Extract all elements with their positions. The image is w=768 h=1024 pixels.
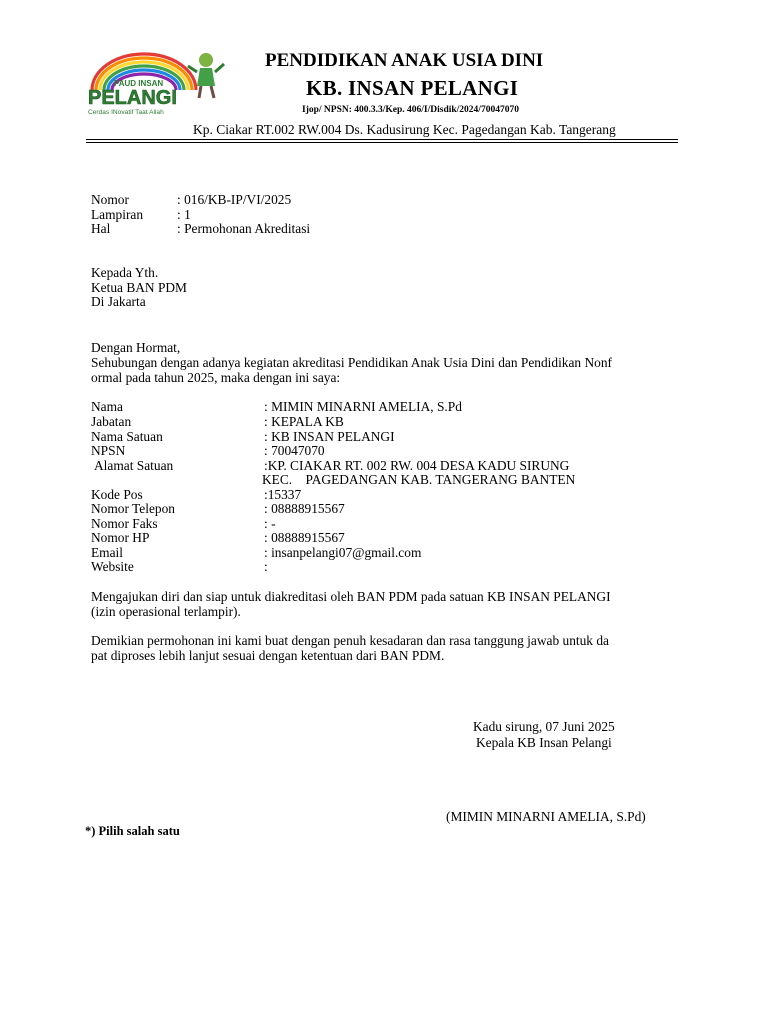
- field-value-email: : insanpelangi07@gmail.com: [264, 545, 422, 560]
- field-value-alamat-cont: KEC. PAGEDANGAN KAB. TANGERANG BANTEN: [262, 472, 576, 487]
- field-label-alamat: Alamat Satuan: [94, 458, 174, 473]
- field-value-nama: : MIMIN MINARNI AMELIA, S.Pd: [264, 399, 462, 414]
- signature-position: Kepala KB Insan Pelangi: [476, 735, 612, 750]
- field-value-alamat: :KP. CIAKAR RT. 002 RW. 004 DESA KADU SIRUNG: [264, 458, 570, 473]
- paragraph2-line-1: Demikian permohonan ini kami buat dengan penuh kesadaran dan rasa tanggung jawab untuk da: [91, 633, 609, 648]
- field-label-npsn: NPSN: [91, 443, 126, 458]
- field-label-kode-pos: Kode Pos: [91, 487, 143, 502]
- field-value-kode-pos: :15337: [264, 487, 302, 502]
- signature-place-date: Kadu sirung, 07 Juni 2025: [473, 719, 615, 734]
- paragraph1-line-2: (izin operasional terlampir).: [91, 604, 241, 619]
- field-value-faks: : -: [264, 516, 276, 531]
- field-value-hp: : 08888915567: [264, 530, 345, 545]
- recipient-line-1: Kepada Yth.: [91, 265, 159, 280]
- field-label-website: Website: [91, 559, 134, 574]
- field-label-nama: Nama: [91, 399, 123, 414]
- recipient-line-3: Di Jakarta: [91, 294, 146, 309]
- meta-value-lampiran: : 1: [177, 207, 191, 222]
- header-divider-top: [86, 139, 678, 140]
- opening-line-2: ormal pada tahun 2025, maka dengan ini saya:: [91, 370, 341, 385]
- header-institution-name: KB. INSAN PELANGI: [306, 76, 519, 100]
- field-label-faks: Nomor Faks: [91, 516, 158, 531]
- field-value-telepon: : 08888915567: [264, 501, 345, 516]
- recipient-line-2: Ketua BAN PDM: [91, 280, 187, 295]
- field-value-nama-satuan: : KB INSAN PELANGI: [264, 429, 395, 444]
- field-value-jabatan: : KEPALA KB: [264, 414, 344, 429]
- field-value-npsn: : 70047070: [264, 443, 325, 458]
- field-label-jabatan: Jabatan: [91, 414, 132, 429]
- logo-top-text: PAUD INSAN: [114, 79, 164, 88]
- paragraph1-line-1: Mengajukan diri dan siap untuk diakreditasi oleh BAN PDM pada satuan KB INSAN PELANGI: [91, 589, 611, 604]
- header-address: Kp. Ciakar RT.002 RW.004 Ds. Kadusirung Kec. Pagedangan Kab. Tangerang: [193, 122, 616, 137]
- school-logo: [84, 46, 234, 118]
- logo-name: PELANGI: [88, 87, 177, 109]
- field-label-nama-satuan: Nama Satuan: [91, 429, 163, 444]
- meta-label-nomor: Nomor: [91, 192, 129, 207]
- greeting: Dengan Hormat,: [91, 340, 181, 355]
- meta-label-lampiran: Lampiran: [91, 207, 144, 222]
- header-permit: Ijop/ NPSN: 400.3.3/Kep. 406/I/Disdik/2024/70047070: [302, 105, 519, 115]
- opening-line-1: Sehubungan dengan adanya kegiatan akreditasi Pendidikan Anak Usia Dini dan Pendidikan Nonf: [91, 355, 612, 370]
- meta-value-hal: : Permohonan Akreditasi: [177, 221, 311, 236]
- field-label-telepon: Nomor Telepon: [91, 501, 175, 516]
- field-label-email: Email: [91, 545, 123, 560]
- field-value-website: :: [264, 559, 268, 574]
- meta-value-nomor: : 016/KB-IP/VI/2025: [177, 192, 292, 207]
- logo-tagline: Cerdas INovatif Taat Allah: [88, 109, 164, 116]
- footnote: *) Pilih salah satu: [85, 824, 180, 838]
- meta-label-hal: Hal: [91, 221, 111, 236]
- signature-name: (MIMIN MINARNI AMELIA, S.Pd): [446, 809, 646, 824]
- paragraph2-line-2: pat diproses lebih lanjut sesuai dengan ketentuan dari BAN PDM.: [91, 648, 445, 663]
- header-divider-bottom: [86, 142, 678, 143]
- header-institution-type: PENDIDIKAN ANAK USIA DINI: [265, 50, 544, 71]
- field-label-hp: Nomor HP: [91, 530, 150, 545]
